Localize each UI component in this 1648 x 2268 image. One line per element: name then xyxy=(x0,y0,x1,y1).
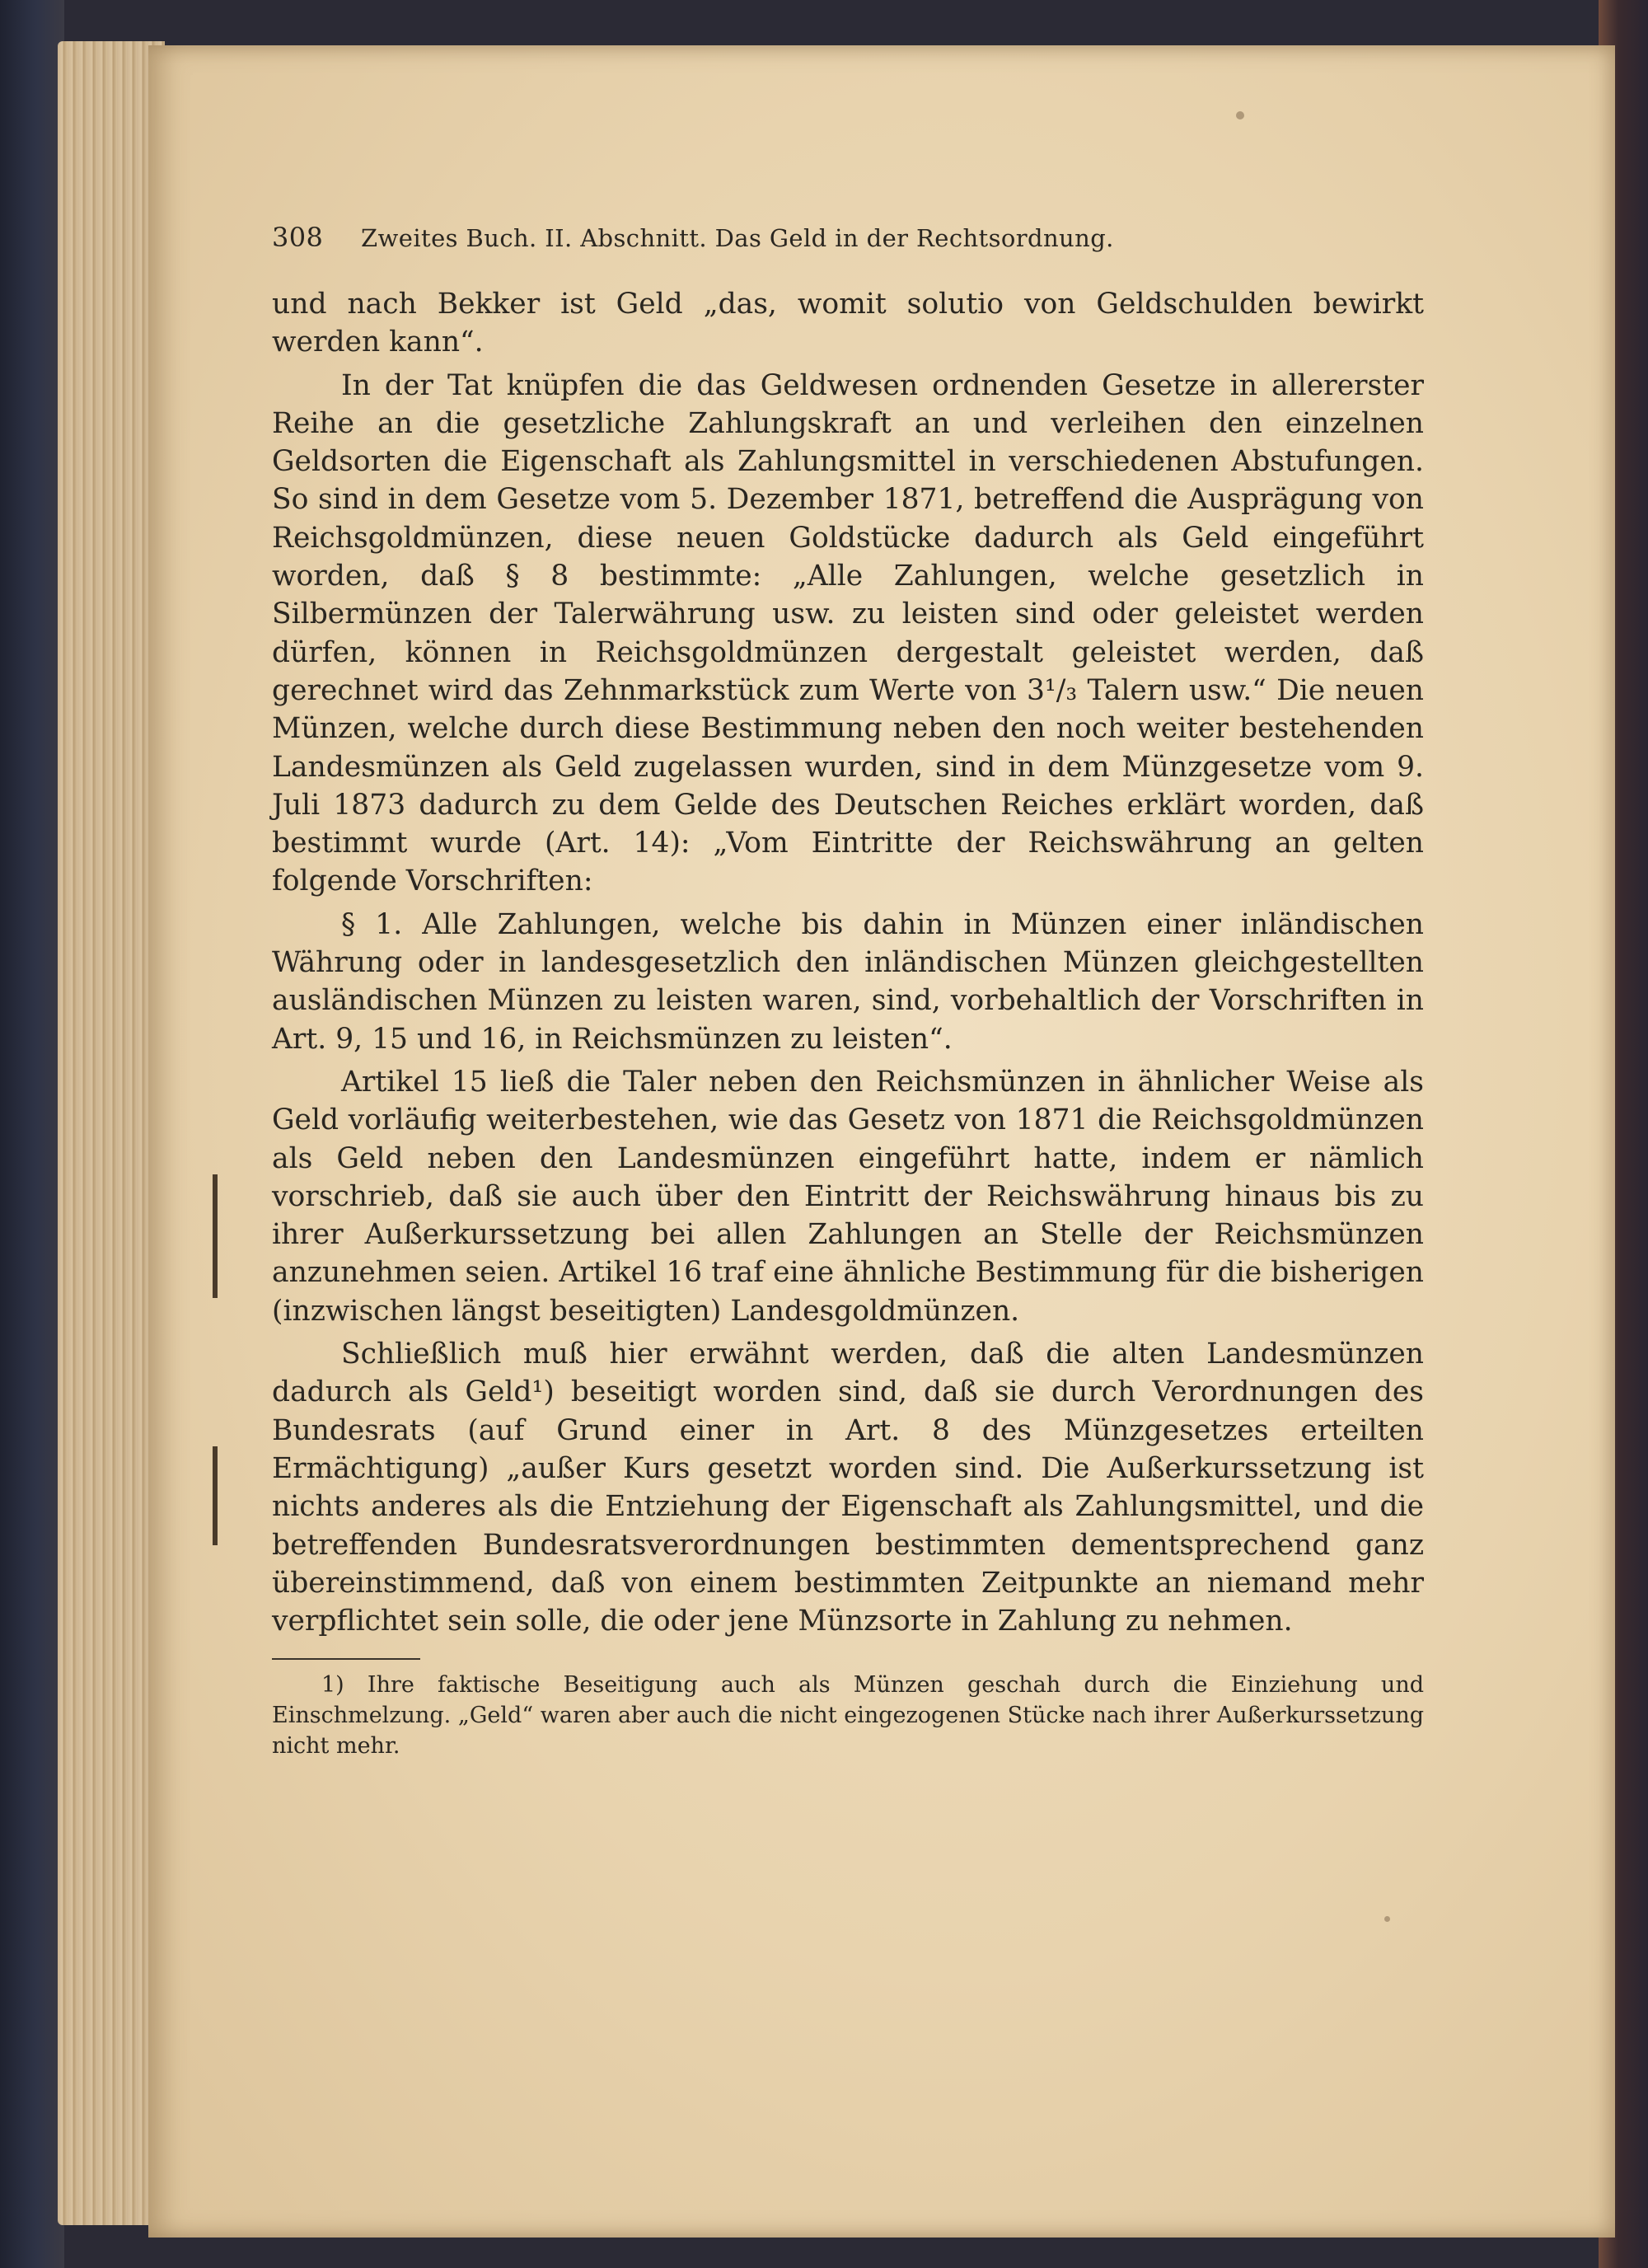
gutter-mark xyxy=(213,1174,218,1298)
paper-spot xyxy=(1384,1916,1390,1922)
running-head xyxy=(272,221,1424,254)
paragraph: Artikel 15 ließ die Taler neben den Reichsmünzen in ähnlicher Weise als Geld vorläufig weiterbestehen, wie das Gesetz von 1871 die Reichsgoldmünzen als Geld neben den Landesmünzen eingeführt hatte, indem er nämlich vorschrieb, daß sie auch über den Eintritt der Reichswährung hinaus bis zu ihrer Außerkurssetzung bei allen Zahlungen an Stelle der Reichsmünzen anzunehmen seien. Artikel 16 traf eine ähnliche Bestimmung für die bisherigen (inzwischen längst beseitigten) Landesgoldmünzen. xyxy=(272,1065,1424,1328)
footnote: 1) Ihre faktische Beseitigung auch als Münzen geschah durch die Einziehung und Einschmelzung. „Geld“ waren aber auch die nicht eingezogenen Stücke nach ihrer Außerkurssetzung nicht mehr. xyxy=(272,1672,1424,1760)
gutter-mark xyxy=(213,1446,218,1545)
paragraph: In der Tat knüpfen die das Geldwesen ordnenden Gesetze in allererster Reihe an die gesetzliche Zahlungskraft an und verleihen den einzelnen Geldsorten die Eigenschaft als Zahlungsmittel in verschiedenen Abstufungen. So sind in dem Gesetze vom 5. Dezember 1871, betreffend die Ausprägung von Reichsgoldmünzen, diese neuen Goldstücke dadurch als Geld eingeführt worden, daß § 8 bestimmte: „Alle Zahlungen, welche gesetzlich in Silbermünzen der Talerwährung usw. zu leisten sind oder geleistet werden dürfen, können in Reichsgoldmünzen dergestalt geleistet werden, daß gerechnet wird das Zehnmarkstück zum Werte von 3¹/₃ Talern usw.“ Die neuen Münzen, welche durch diese Bestimmung neben den noch weiter bestehenden Landesmünzen als Geld zugelassen wurden, sind in dem Münzgesetze vom 9. Juli 1873 dadurch zu dem Gelde des Deutschen Reiches erklärt worden, daß bestimmt wurde (Art. 14): „Vom Eintritte der Reichswährung an gelten folgende Vorschriften: xyxy=(272,368,1424,898)
paragraph: und nach Bekker ist Geld „das, womit solutio von Geldschulden bewirkt werden kann“. xyxy=(272,288,1424,359)
book-cover xyxy=(0,0,64,2268)
paragraph-section: § 1. Alle Zahlungen, welche bis dahin in Münzen einer inländischen Währung oder in landesgesetzlich den inländischen Münzen gleichgestellten ausländischen Münzen zu leisten waren, sind, vorbehaltlich der Vorschriften in Art. 9, 15 und 16, in Reichsmünzen zu leisten“. xyxy=(272,907,1424,1056)
page-text xyxy=(272,221,1424,1761)
footnote-rule xyxy=(272,1658,420,1660)
running-head-title: Zweites Buch. II. Abschnitt. Das Geld in der Rechtsordnung. xyxy=(361,224,1114,252)
page-number: 308 xyxy=(272,222,324,253)
paragraph: Schließlich muß hier erwähnt werden, daß die alten Landesmünzen dadurch als Geld¹) beseitigt worden sind, daß sie durch Verordnungen des Bundesrats (auf Grund einer in Art. 8 des Münzgesetzes erteilten Ermächtigung) „außer Kurs gesetzt worden sind. Die Außerkurssetzung ist nichts anderes als die Entziehung der Eigenschaft als Zahlungsmittel, und die betreffenden Bundesratsverordnungen bestimmten dementsprechend ganz übereinstimmend, daß von einem bestimmten Zeitpunkte an niemand mehr verpflichtet sein solle, die oder jene Münzsorte in Zahlung zu nehmen. xyxy=(272,1338,1424,1638)
paper-spot xyxy=(1236,111,1244,119)
